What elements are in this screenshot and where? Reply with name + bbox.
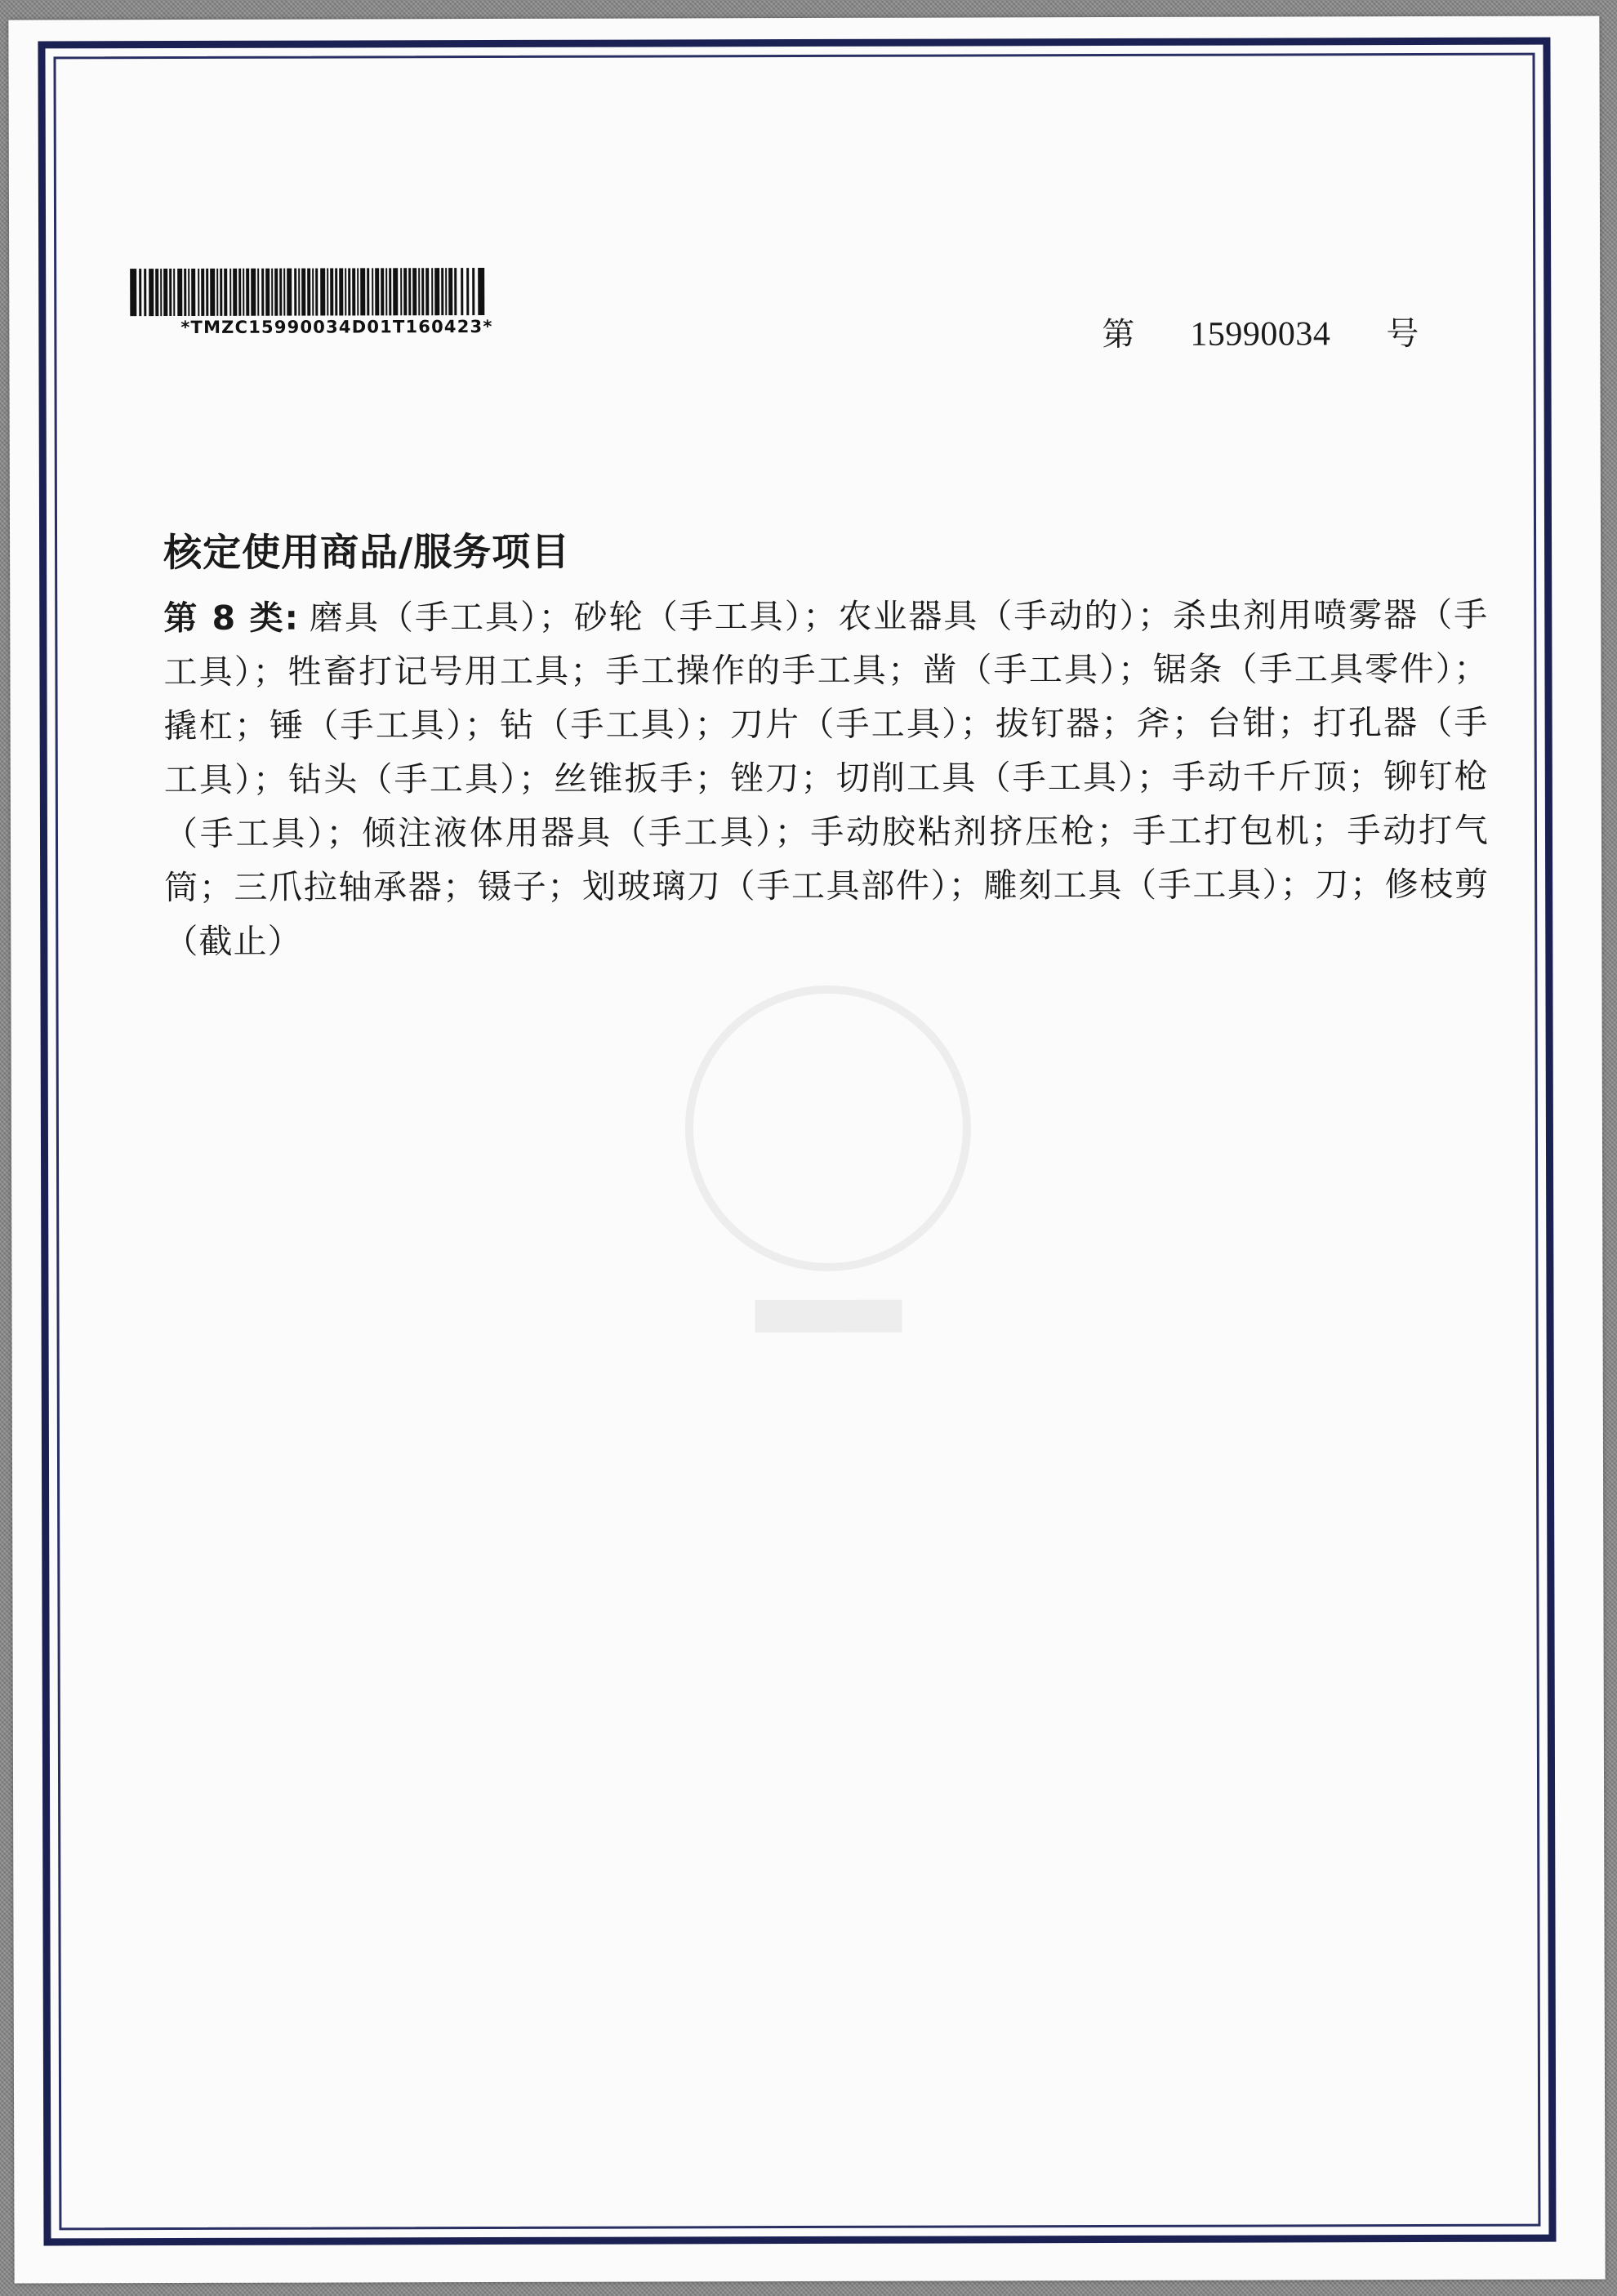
barcode-bar [238,269,241,316]
barcode-bar [169,269,172,316]
barcode-bar [243,269,244,316]
barcode-bar [233,269,237,316]
barcode-bar [229,269,231,316]
barcode-bar [184,269,186,316]
barcode-bar [461,268,463,315]
barcode-bar [330,269,333,316]
barcode-bar [206,269,208,316]
barcode-bar [188,269,189,316]
barcode-bar [418,268,420,315]
barcode-bar [177,269,182,316]
barcode-bar [454,268,457,315]
barcode-bar [403,268,407,315]
barcode-bar [301,269,305,316]
barcode-bar [257,269,259,316]
registration-number-value: 15990034 [1190,315,1331,354]
barcode-bar [339,268,343,315]
goods-text: 磨具（手工具）；砂轮（手工具）；农业器具（手动的）；杀虫剂用喷雾器（手工具）；牲畜打记号用工具；手工操作的手工具；凿（手工具）；锯条（手工具零件）；撬杠；锤（手工具）；钻（手工具）；刀片（手工具）；拔钉器；斧；台钳；打孔器（手工具）；钻头（手工具）；丝锥扳手；锉刀；切削工具（手工具）；手动千斤顶；铆钉枪（手工具）；倾注液体用器具（手工具）；手动胶粘剂挤压枪；手工打包机；手动打气筒；三爪拉轴承器；镊子；划玻璃刀（手工具部件）；雕刻工具（手工具）；刀；修枝剪（截止） [163,594,1490,962]
barcode-bar [220,269,222,316]
barcode-bar [478,268,484,315]
barcode-bar [421,268,424,315]
barcode-bar [412,268,416,315]
barcode-bar [345,268,346,315]
barcode-bar [360,268,365,315]
barcode-bars [130,268,522,316]
barcode-bar [271,269,273,316]
barcode-bar [246,269,249,316]
barcode-bar [210,269,215,316]
barcode-bar [298,269,300,316]
barcode-bar [431,268,433,315]
barcode-bar [375,268,379,315]
barcode-text: *TMZC15990034D01T160423* [180,317,493,338]
barcode-bar [385,268,387,315]
barcode-bar [393,268,398,315]
barcode-bar [315,269,318,316]
barcode-bar [320,269,325,316]
barcode-bar [425,268,429,315]
barcode-bar [448,268,452,315]
barcode-bar [155,269,158,316]
goods-list [163,588,1489,968]
barcode-bar [274,269,278,316]
barcode-bar [472,268,474,315]
barcode-bar [144,269,146,316]
barcode-bar [381,268,384,315]
barcode-bar [294,269,296,316]
barcode-bar [163,269,167,316]
barcode-bar [160,269,162,316]
barcode-bar [283,269,285,316]
barcode-bar [466,268,469,315]
barcode-bar [149,269,154,316]
section-title: 核定使用商品/服务项目 [163,529,571,576]
barcode-bar [201,269,204,316]
barcode-bar [445,268,447,315]
barcode [130,268,522,337]
registration-suffix: 号 [1386,315,1419,354]
barcode-bar [191,269,195,316]
barcode-bar [279,269,282,316]
barcode-bar [224,269,227,316]
barcode-bar [400,268,402,315]
barcode-bar [265,269,270,316]
barcode-bar [198,269,199,316]
barcode-bar [372,268,373,315]
registration-prefix: 第 [1102,315,1135,354]
barcode-bar [335,269,337,316]
barcode-bar [312,269,314,316]
barcode-bar [261,269,264,316]
barcode-bar [434,268,439,315]
barcode-bar [441,268,443,315]
barcode-bar [408,268,411,315]
barcode-bar [307,269,310,316]
barcode-bar [130,269,136,316]
registration-number [1102,308,1419,355]
barcode-bar [357,268,359,315]
watermark-emblem [656,956,1000,1382]
barcode-bar [327,269,328,316]
barcode-bar [173,269,175,316]
barcode-bar [352,268,355,315]
barcode-bar [216,269,218,316]
barcode-bar [251,269,256,316]
barcode-bar [389,268,391,315]
barcode-bar [367,268,369,315]
barcode-bar [139,269,141,316]
barcode-bar [287,269,292,316]
barcode-bar [348,268,350,315]
certificate-page [8,16,1605,2283]
goods-class-label: 第 8 类: [163,598,300,639]
